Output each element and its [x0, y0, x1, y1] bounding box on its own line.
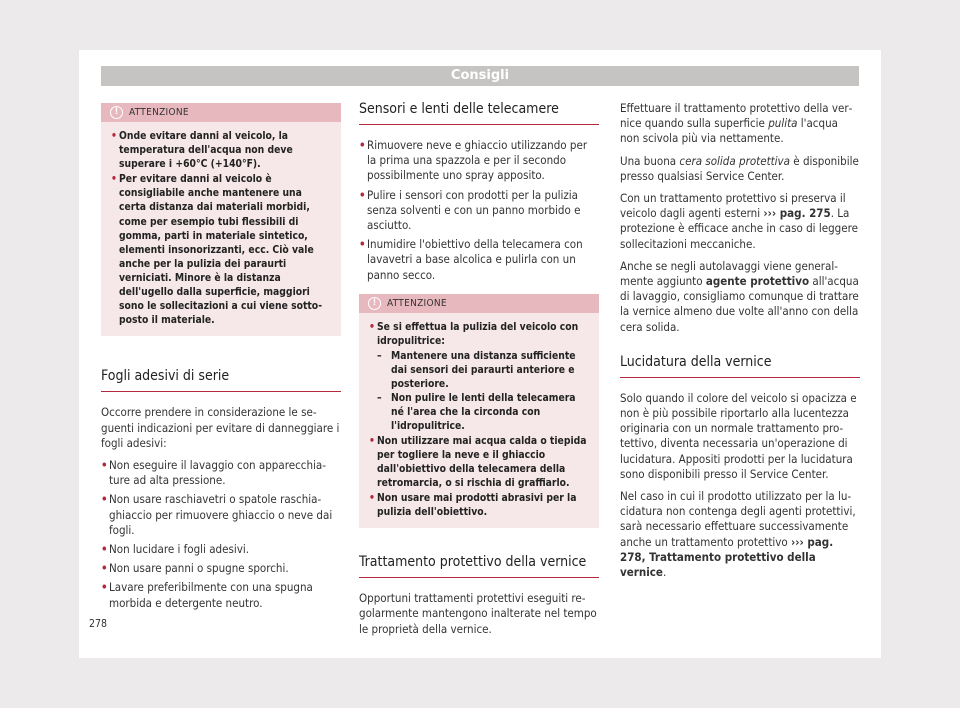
column-2: [359, 101, 599, 644]
bullet-icon: •: [369, 491, 375, 504]
bullet-icon: •: [101, 492, 108, 507]
warning-icon: !: [368, 297, 381, 310]
header-title: Consigli: [450, 68, 510, 83]
bullet-icon: •: [101, 561, 108, 576]
paragraph: Anche se negli autolavaggi viene generalmente aggiunto agente protettivo all'acqua di lavaggio, consigliamo comunque di trattare la vernice almeno due volte all'anno con della cera solida.: [620, 258, 859, 334]
warning-item: • Non utilizzare mai acqua calda o tiepida per togliere la neve e il ghiaccio dall'obiettivo della telecamera della retromarcia, o si rischia di graffiarlo.: [369, 434, 587, 489]
bullet-icon: •: [359, 138, 366, 152]
warning-subitem: – Mantenere una distanza sufficiente dai sensori dei paraurti anteriore e posteriore.: [377, 350, 576, 391]
list-item: • Non eseguire il lavaggio con apparecchiature ad alta pressione.: [101, 457, 326, 488]
warning-item: • Non usare mai prodotti abrasivi per la pulizia dell'obiettivo.: [369, 491, 577, 519]
bullet-icon: •: [359, 187, 366, 202]
list-item: • Non usare raschiavetri o spatole raschiaghiaccio per rimuovere ghiaccio o neve dai fogli.: [101, 492, 333, 537]
bullet-icon: •: [111, 173, 117, 186]
warning-header: [359, 294, 599, 313]
warning-item: • Se si effettua la pulizia del veicolo con idropulitrice:: [369, 320, 579, 347]
bullet-icon: •: [101, 457, 108, 472]
bullet-icon: •: [359, 237, 366, 252]
paragraph: Una buona cera solida protettiva è disponibile presso qualsiasi Service Center.: [620, 153, 859, 183]
section-title: Fogli adesivi di serie: [101, 368, 341, 392]
paragraph: Effettuare il trattamento protettivo della vernice quando sulla superficie pulita l'acqua non scivola più via nettamente.: [620, 101, 853, 146]
list-item: • Non lucidare i fogli adesivi.: [101, 541, 250, 556]
paragraph: Occorre prendere in considerazione le seguenti indicazioni per evitare di danneggiare i fogli adesivi:: [101, 405, 340, 450]
warning-item: • Per evitare danni al veicolo è consigliabile anche mantenere una certa distanza dai materiali morbidi, come per esempio tubi flessibili di gomma, parti in materiale sintetico, elementi insonorizzanti, ecc. Ciò vale anche per la pulizia dei paraurti verniciati. Minore è la distanza dell'ugello dalla superficie, maggiori sono le sollecitazioni a cui viene sottoposto il materiale.: [111, 173, 323, 327]
section-title: Trattamento protettivo della vernice: [359, 554, 599, 578]
warning-title: ATTENZIONE: [129, 107, 189, 118]
list-item: • Lavare preferibilmente con una spugna morbida e detergente neutro.: [101, 580, 313, 610]
paragraph: Nel caso in cui il prodotto utilizzato per la lucidatura non contenga degli agenti protettivi, sarà necessario effettuare successivamente anche un trattamento protettivo ››› pag. 278, Trattamento protettivo della vernice.: [620, 489, 856, 580]
bullet-icon: •: [369, 434, 375, 447]
warning-box: [359, 294, 599, 528]
section-title: Sensori e lenti delle telecamere: [359, 101, 599, 125]
warning-subitem: – Non pulire le lenti della telecamera né l'area che la circonda con l'idropulitrice.: [377, 392, 576, 433]
bullet-icon: •: [101, 541, 108, 556]
paragraph: Solo quando il colore del veicolo si opacizza e non è più possibile riportarlo alla lucentezza originaria con un normale trattamento protettivo, diventa necessaria un'operazione di lucidatura. Appositi prodotti per la lucidatura sono disponibili presso il Service Center.: [620, 390, 857, 481]
list-item: • Inumidire l'obiettivo della telecamera con lavavetri a base alcolica e pulirla con un panno secco.: [359, 237, 583, 282]
page-link[interactable]: ››› pag. 278, Trattamento protettivo della vernice: [620, 534, 834, 580]
section-title: Lucidatura della vernice: [620, 354, 860, 378]
bullet-icon: •: [369, 320, 375, 333]
page-number: 278: [89, 618, 108, 630]
warning-body: [101, 122, 341, 336]
column-1: [101, 103, 341, 615]
warning-icon: !: [110, 106, 123, 119]
header-bar: [101, 66, 859, 86]
paragraph: Con un trattamento protettivo si preserva il veicolo dagli agenti esterni ››› pag. 275. La protezione è efficace anche in caso di leggere sollecitazioni meccaniche.: [620, 191, 858, 251]
warning-title: ATTENZIONE: [387, 297, 447, 309]
bullet-icon: •: [111, 130, 117, 142]
bullet-icon: •: [101, 580, 108, 595]
warning-header: [101, 103, 341, 122]
warning-item: • Onde evitare danni al veicolo, la temperatura dell'acqua non deve superare i +60°C (+140°F).: [111, 130, 293, 171]
list-item: • Rimuovere neve e ghiaccio utilizzando per la prima una spazzola e per il secondo possibilmente uno spray apposito.: [359, 138, 588, 183]
page-link[interactable]: ››› pag. 275: [763, 206, 831, 221]
paragraph: Opportuni trattamenti protettivi eseguiti regolarmente mantengono inalterate nel tempo le proprietà della vernice.: [359, 591, 597, 636]
warning-body: [359, 313, 599, 528]
warning-box: [101, 103, 341, 336]
list-item: • Non usare panni o spugne sporchi.: [101, 561, 289, 576]
column-3: [620, 101, 860, 587]
list-item: • Pulire i sensori con prodotti per la pulizia senza solventi e con un panno morbido e asciutto.: [359, 187, 581, 233]
